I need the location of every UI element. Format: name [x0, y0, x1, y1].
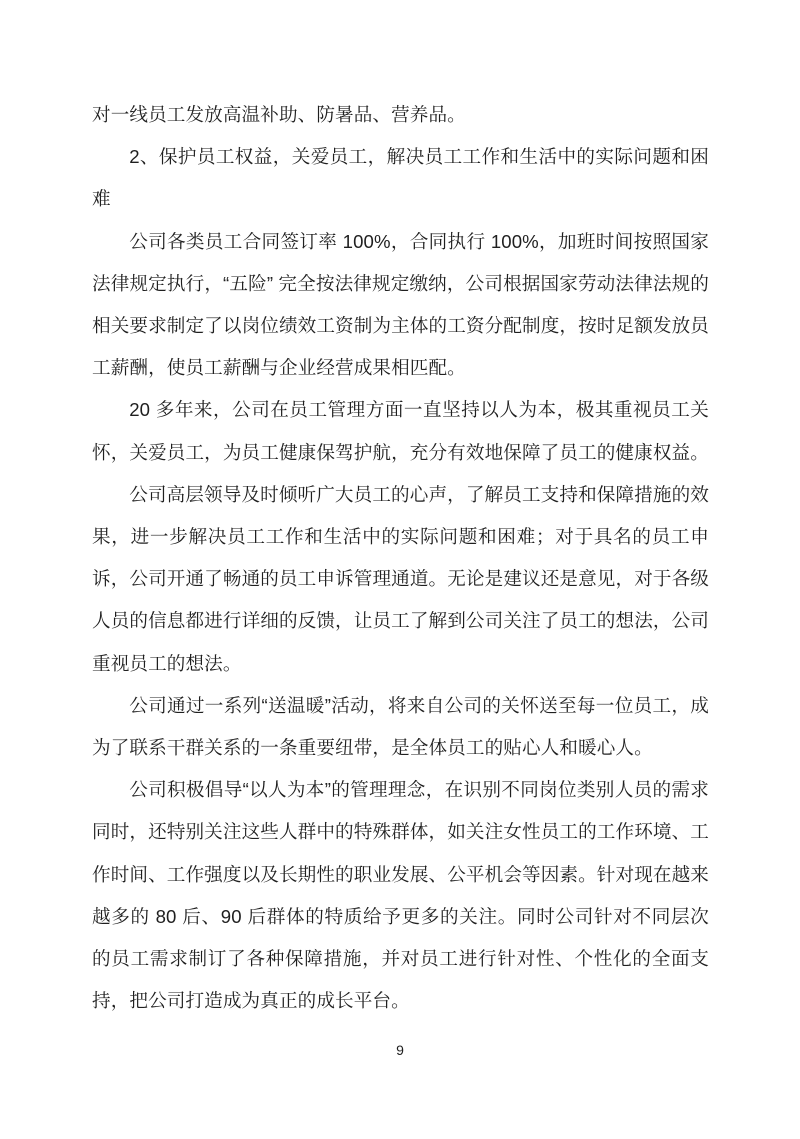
paragraph-20-years: 20 多年来，公司在员工管理方面一直坚持以人为本，极其重视员工关怀，关爱员工，为员工健康保驾护航，充分有效地保障了员工的健康权益。 [92, 399, 709, 463]
paragraph-continuation: 对一线员工发放高温补助、防暑品、营养品。 [92, 104, 466, 125]
document-body [92, 94, 709, 1022]
paragraph-people-oriented: 公司积极倡导“以人为本”的管理理念，在识别不同岗位类别人员的需求同时，还特别关注这些人群中的特殊群体，如关注女性员工的工作环境、工作时间、工作强度以及长期性的职业发展、公平机会等因素。针对现在越来越多的 80 后、90 后群体的特质给予更多的关注。同时公司针对不同层次的员工需求制订了各种保障措施，并对员工进行针对性、个性化的全面支持，把公司打造成为真正的成长平台。 [92, 779, 709, 1012]
paragraph-leadership-feedback: 公司高层领导及时倾听广大员工的心声，了解员工支持和保障措施的效果，进一步解决员工工作和生活中的实际问题和困难；对于具名的员工申诉，公司开通了畅通的员工申诉管理通道。无论是建议还是意见，对于各级人员的信息都进行详细的反馈，让员工了解到公司关注了员工的想法，公司重视员工的想法。 [92, 483, 709, 674]
paragraph-warmth-activities: 公司通过一系列“送温暖”活动，将来自公司的关怀送至每一位员工，成为了联系干群关系的一条重要纽带，是全体员工的贴心人和暖心人。 [92, 694, 709, 759]
paragraph-heading-item-2: 2、保护员工权益，关爱员工，解决员工工作和生活中的实际问题和困难 [92, 146, 709, 210]
page-number: 9 [396, 1042, 404, 1058]
paragraph-contracts: 公司各类员工合同签订率 100%，合同执行 100%，加班时间按照国家法律规定执行，“五险” 完全按法律规定缴纳，公司根据国家劳动法律法规的相关要求制定了以岗位绩效工资制为主体的工资分配制度，按时足额发放员工薪酬，使员工薪酬与企业经营成果相匹配。 [92, 230, 709, 379]
